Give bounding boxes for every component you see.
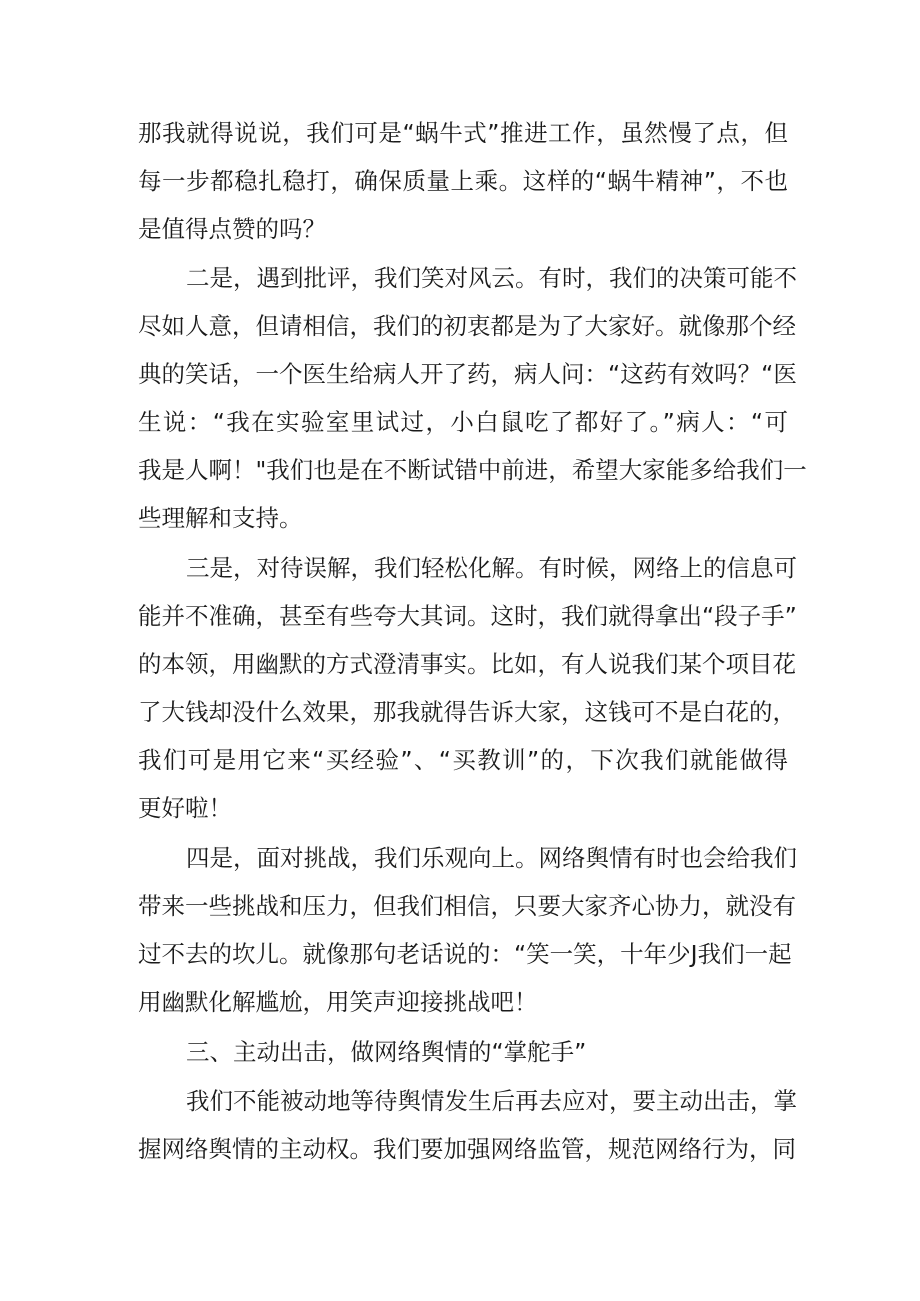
text-line: 每一步都稳扎稳打，确保质量上乘。这样的“蜗牛精神”，不也 bbox=[138, 167, 788, 195]
paragraph-start-line: 三是，对待误解，我们轻松化解。有时候，网络上的信息可 bbox=[186, 554, 797, 582]
text-line: 能并不准确，甚至有些夸大其词。这时，我们就得拿出“段子手” bbox=[138, 602, 797, 630]
text-line: 握网络舆情的主动权。我们要加强网络监管，规范网络行为，同 bbox=[138, 1135, 796, 1163]
text-line: 我们可是用它来“买经验”、“买教训”的，下次我们就能做得 bbox=[138, 746, 788, 774]
text-line: 带来一些挑战和压力，但我们相信，只要大家齐心协力，就没有 bbox=[138, 892, 796, 920]
text-line: 那我就得说说，我们可是“蜗牛式”推进工作，虽然慢了点，但 bbox=[138, 119, 788, 147]
text-line: 了大钱却没什么效果，那我就得告诉大家，这钱可不是白花的， bbox=[138, 698, 796, 726]
text-line: 是值得点赞的吗？ bbox=[138, 215, 326, 243]
section-heading: 三、主动出击，做网络舆情的“掌舵手” bbox=[186, 1038, 587, 1066]
text-line: 更好啦！ bbox=[138, 794, 232, 822]
text-line: 用幽默化解尴尬，用笑声迎接挑战吧！ bbox=[138, 988, 538, 1016]
text-line: 尽如人意，但请相信，我们的初衷都是为了大家好。就像那个经 bbox=[138, 312, 796, 340]
text-line: 生说：“我在实验室里试过，小白鼠吃了都好了。”病人：“可 bbox=[138, 408, 788, 436]
text-line: 我是人啊！"我们也是在不断试错中前进，希望大家能多给我们一 bbox=[138, 456, 807, 484]
paragraph-start-line: 二是，遇到批评，我们笑对风云。有时，我们的决策可能不 bbox=[186, 264, 797, 292]
text-line: 典的笑话，一个医生给病人开了药，病人问：“这药有效吗？“医 bbox=[138, 360, 797, 388]
paragraph-start-line: 我们不能被动地等待舆情发生后再去应对，要主动出击，掌 bbox=[186, 1087, 797, 1115]
text-line: 的本领，用幽默的方式澄清事实。比如，有人说我们某个项目花 bbox=[138, 650, 796, 678]
paragraph-start-line: 四是，面对挑战，我们乐观向上。网络舆情有时也会给我们 bbox=[186, 844, 797, 872]
text-line: 些理解和支持。 bbox=[138, 504, 303, 532]
text-line: 过不去的坎儿。就像那句老话说的：“笑一笑，十年少J我们一起 bbox=[138, 940, 792, 968]
